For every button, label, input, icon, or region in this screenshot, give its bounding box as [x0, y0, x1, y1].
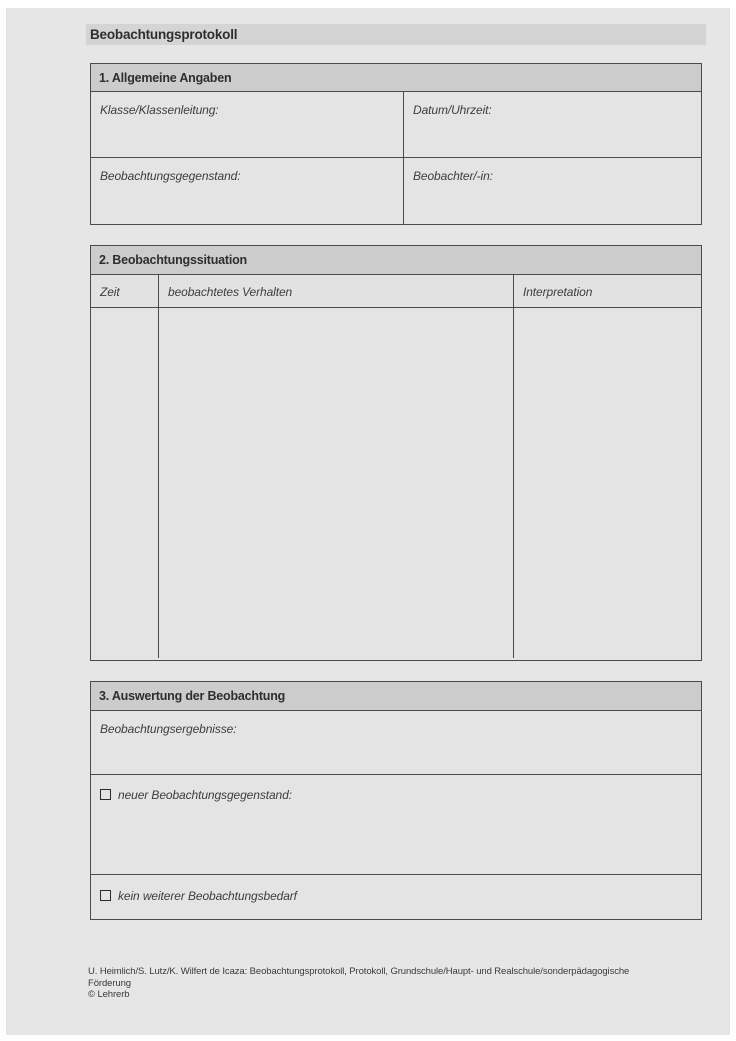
section1-row-1 — [91, 92, 701, 158]
checkbox-kein-bedarf-label: kein weiterer Beobachtungsbedarf — [118, 889, 297, 903]
form-page — [6, 8, 730, 1035]
entry-cell-interpretation[interactable] — [514, 308, 701, 658]
section1-header: 1. Allgemeine Angaben — [91, 64, 701, 92]
checkbox-row-kein-bedarf — [91, 875, 701, 918]
section2-header: 2. Beobachtungssituation — [91, 246, 701, 275]
checkbox-neuer-gegenstand-icon[interactable] — [100, 789, 111, 800]
column-header-interpretation — [514, 275, 701, 307]
entry-cell-zeit[interactable] — [91, 308, 159, 658]
checkbox-kein-bedarf-icon[interactable] — [100, 890, 111, 901]
column-zeit-label: Zeit — [100, 285, 120, 299]
results-row[interactable] — [91, 711, 701, 775]
field-datum-uhrzeit[interactable] — [404, 92, 701, 157]
field-gegenstand-label: Beobachtungsgegenstand: — [100, 169, 241, 183]
footer-citation — [88, 966, 688, 1001]
citation-line-1: U. Heimlich/S. Lutz/K. Wilfert de Icaza: Beobachtungsprotokoll, Protokoll, Grundschule/Haupt- und Realschule/sonderpädagogische — [88, 966, 630, 977]
field-klasse-klassenleitung[interactable] — [91, 92, 404, 157]
section3-header: 3. Auswertung der Beobachtung — [91, 682, 701, 711]
observation-table-body-row — [91, 308, 701, 658]
section-auswertung — [90, 681, 702, 920]
column-verhalten-label: beobachtetes Verhalten — [168, 285, 293, 299]
field-klasse-label: Klasse/Klassenleitung: — [100, 103, 219, 117]
page-title: Beobachtungsprotokoll — [86, 24, 706, 45]
field-beobachter[interactable] — [404, 158, 701, 224]
citation-line-2: Förderung — [88, 977, 131, 989]
field-beobachter-label: Beobachter/-in: — [413, 169, 493, 183]
section1-row-2 — [91, 158, 701, 224]
column-header-zeit — [91, 275, 159, 307]
checkbox-row-neuer-gegenstand — [91, 775, 701, 875]
copyright-line: © Lehrerb — [88, 989, 130, 1000]
field-beobachtungsgegenstand[interactable] — [91, 158, 404, 224]
results-label: Beobachtungsergebnisse: — [100, 722, 237, 736]
section-allgemeine-angaben — [90, 63, 702, 225]
entry-cell-verhalten[interactable] — [159, 308, 514, 658]
field-datum-label: Datum/Uhrzeit: — [413, 103, 492, 117]
column-interpretation-label: Interpretation — [523, 285, 593, 299]
checkbox-neuer-gegenstand-label: neuer Beobachtungsgegenstand: — [118, 788, 292, 802]
observation-table-header-row — [91, 275, 701, 308]
section-beobachtungssituation — [90, 245, 702, 661]
column-header-verhalten — [159, 275, 514, 307]
